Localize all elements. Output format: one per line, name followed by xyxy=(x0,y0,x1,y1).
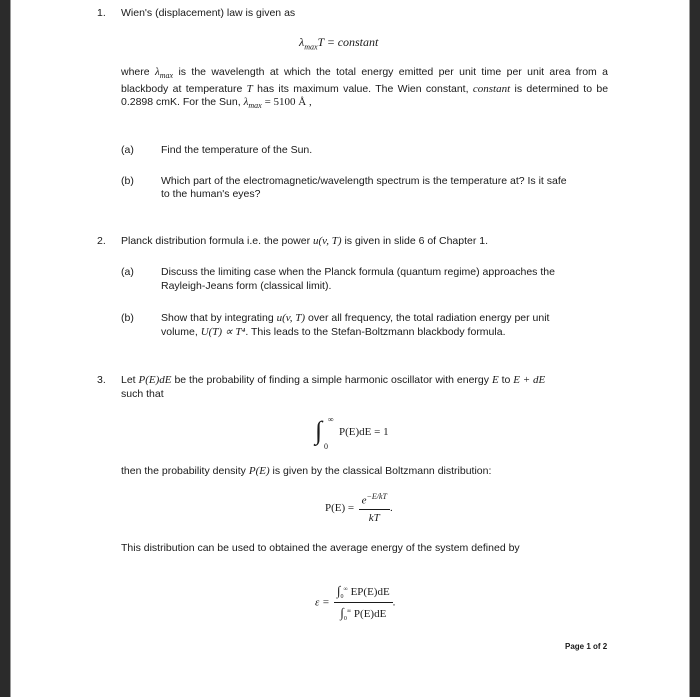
q1-intro: Wien's (displacement) law is given as xyxy=(121,7,296,19)
q1a-text: Find the temperature of the Sun. xyxy=(161,144,313,156)
q1-equation: $\lambda_{max}T$ = constant xyxy=(299,35,379,52)
q3-integral-equation: ∫ ∞ 0 P(E)dE = 1 xyxy=(315,415,389,451)
q1b-line1: Which part of the electromagnetic/wavelength spectrum is the temperature at? Is it safe xyxy=(161,175,567,187)
q1a-label: (a) xyxy=(121,144,134,156)
page-number: Page 1 of 2 xyxy=(565,642,608,651)
q2b-label: (b) xyxy=(121,312,134,324)
q3-line2: such that xyxy=(121,388,164,400)
q2b-text: Show that by integrating u(v, T) over all frequency, the total radiation energy per unit volume, U(T) ∝ T⁴. This leads to the Stefan-Boltzmann blackbody formula. xyxy=(161,312,550,338)
q1-number: 1. xyxy=(97,7,106,19)
q2-intro: Planck distribution formula i.e. the power u(v, T) is given in slide 6 of Chapter 1. xyxy=(121,235,489,247)
q3-average-text: This distribution can be used to obtained the average energy of the system defined by xyxy=(121,542,520,554)
q3-line1: Let P(E)dE be the probability of finding a simple harmonic oscillator with energy E to E + dE xyxy=(121,374,546,386)
q3-number: 3. xyxy=(97,374,106,386)
document-page xyxy=(10,0,690,697)
q2-number: 2. xyxy=(97,235,106,247)
q1b-label: (b) xyxy=(121,175,134,187)
q1b-line2: to the human's eyes? xyxy=(161,188,261,200)
integral-sign: ∫ xyxy=(315,416,323,445)
q3-boltzmann-equation: P(E) = $\frac{e^{-E/kT}}{kT}$ . xyxy=(325,492,393,524)
q2a-text: Discuss the limiting case when the Planck formula (quantum regime) approaches the Rayleigh-Jeans form (classical limit). xyxy=(161,266,555,292)
q3-then-text: then the probability density P(E) is given by the classical Boltzmann distribution: xyxy=(121,465,492,477)
q2a-label: (a) xyxy=(121,266,134,278)
q3-average-energy-equation: ε = $\frac{\int_0^\infty EP(E)dE}{\int_0^\infty P(E)dE}$ . xyxy=(315,583,396,623)
q1-paragraph: where $\lambda_{max}$ is the wavelength at which the total energy emitted per unit time per unit area from a blackbody at temperature T has its maximum value. The Wien constant, constant is determined to be 0.2898 cmK. For the Sun, $\lambda_{max} = 5100$ Å , xyxy=(121,66,609,111)
